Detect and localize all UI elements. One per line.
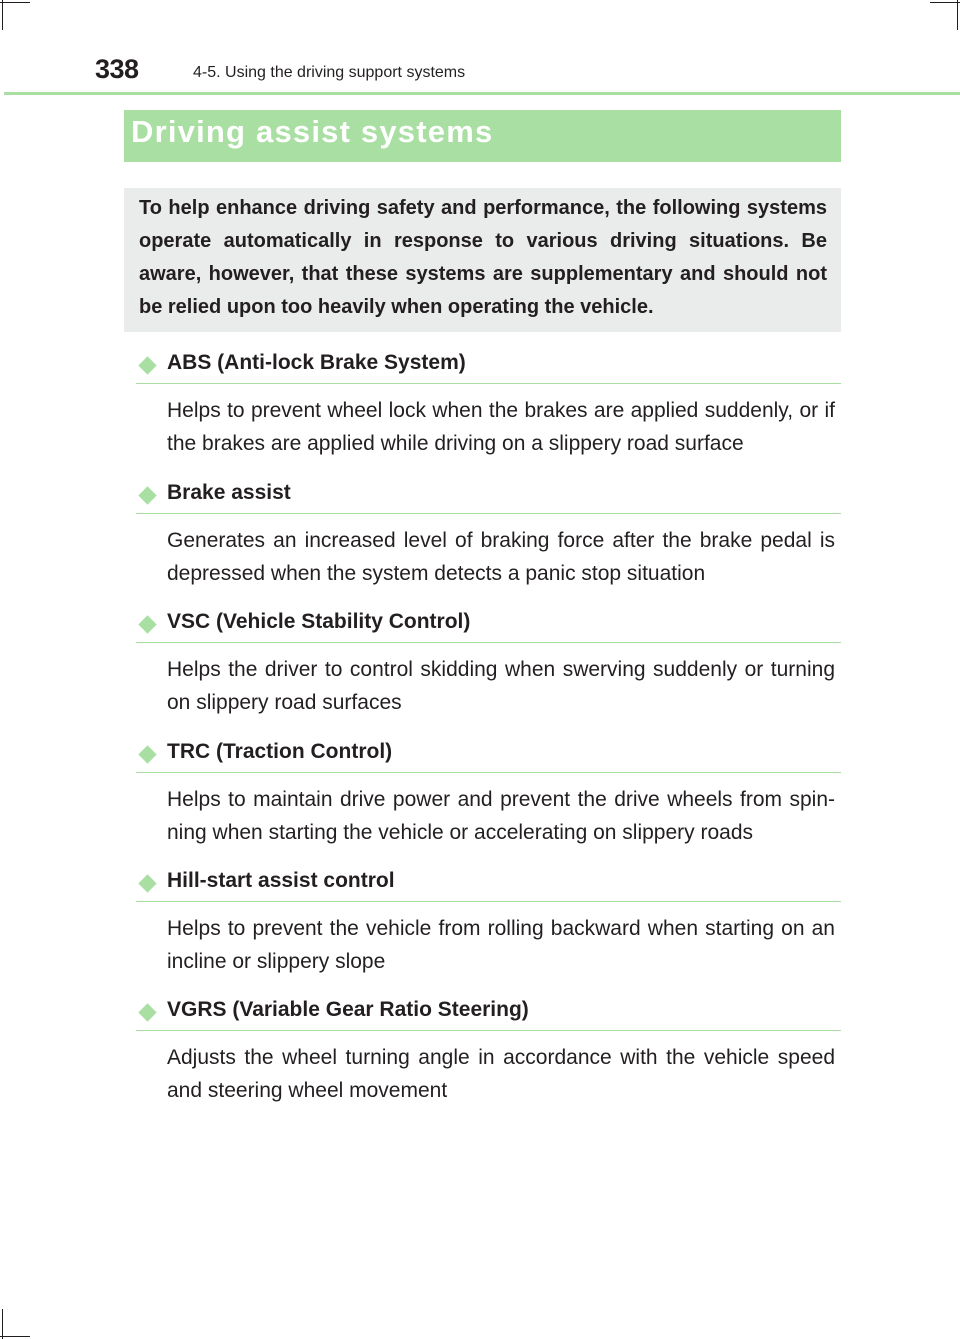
item-heading: Hill-start assist control (167, 869, 395, 892)
diamond-icon (138, 1003, 156, 1021)
diamond-icon (138, 615, 156, 633)
page-number: 338 (95, 54, 139, 84)
header-divider (4, 92, 960, 95)
crop-mark (0, 2, 30, 3)
crop-mark (930, 2, 960, 3)
crop-mark (2, 0, 3, 30)
item-divider (136, 772, 841, 773)
chapter-title: 4-5. Using the driving support systems (193, 64, 466, 81)
list-item (0, 736, 960, 844)
crop-mark (0, 1336, 30, 1337)
section-title: Driving assist systems (131, 114, 494, 149)
item-divider (136, 513, 841, 514)
list-item (0, 994, 960, 1102)
list-item (0, 865, 960, 973)
list-item (0, 606, 960, 714)
crop-mark (957, 0, 958, 30)
diamond-icon (138, 745, 156, 763)
item-heading: VSC (Vehicle Stability Control) (167, 610, 471, 633)
diamond-icon (138, 874, 156, 892)
item-divider (136, 901, 841, 902)
intro-text: To help enhance driving safety and performance, the following systems operate automatically in response to various driving situations. Be aware, however, that these systems are supplementary and should not be relied upon too heavily when operating the vehicle. (139, 197, 827, 318)
item-divider (136, 383, 841, 384)
list-item (0, 347, 960, 455)
crop-mark (2, 1309, 3, 1339)
item-heading: VGRS (Variable Gear Ratio Steering) (167, 998, 529, 1021)
item-description: Adjusts the wheel turning angle in accordance with the vehicle speed and steering wheel movement (167, 1046, 835, 1102)
list-item (0, 477, 960, 585)
item-description: Generates an increased level of braking force after the brake pedal is depressed when the system detects a panic stop situation (167, 529, 835, 585)
item-description: Helps to prevent wheel lock when the brakes are applied suddenly, or if the brakes are applied while driving on a slippery road surface (167, 399, 835, 455)
diamond-icon (138, 486, 156, 504)
diamond-icon (138, 356, 156, 374)
item-description: Helps the driver to control skidding when swerving suddenly or turning on slippery road surfaces (167, 658, 835, 714)
item-description: Helps to prevent the vehicle from rolling backward when starting on an incline or slippery slope (167, 917, 835, 973)
item-description: Helps to maintain drive power and prevent the drive wheels from spin-ning when starting the vehicle or accelerating on slippery roads (167, 788, 835, 844)
item-heading: TRC (Traction Control) (167, 740, 393, 763)
item-heading: ABS (Anti-lock Brake System) (167, 351, 466, 374)
item-divider (136, 642, 841, 643)
item-heading: Brake assist (167, 481, 291, 504)
item-divider (136, 1030, 841, 1031)
